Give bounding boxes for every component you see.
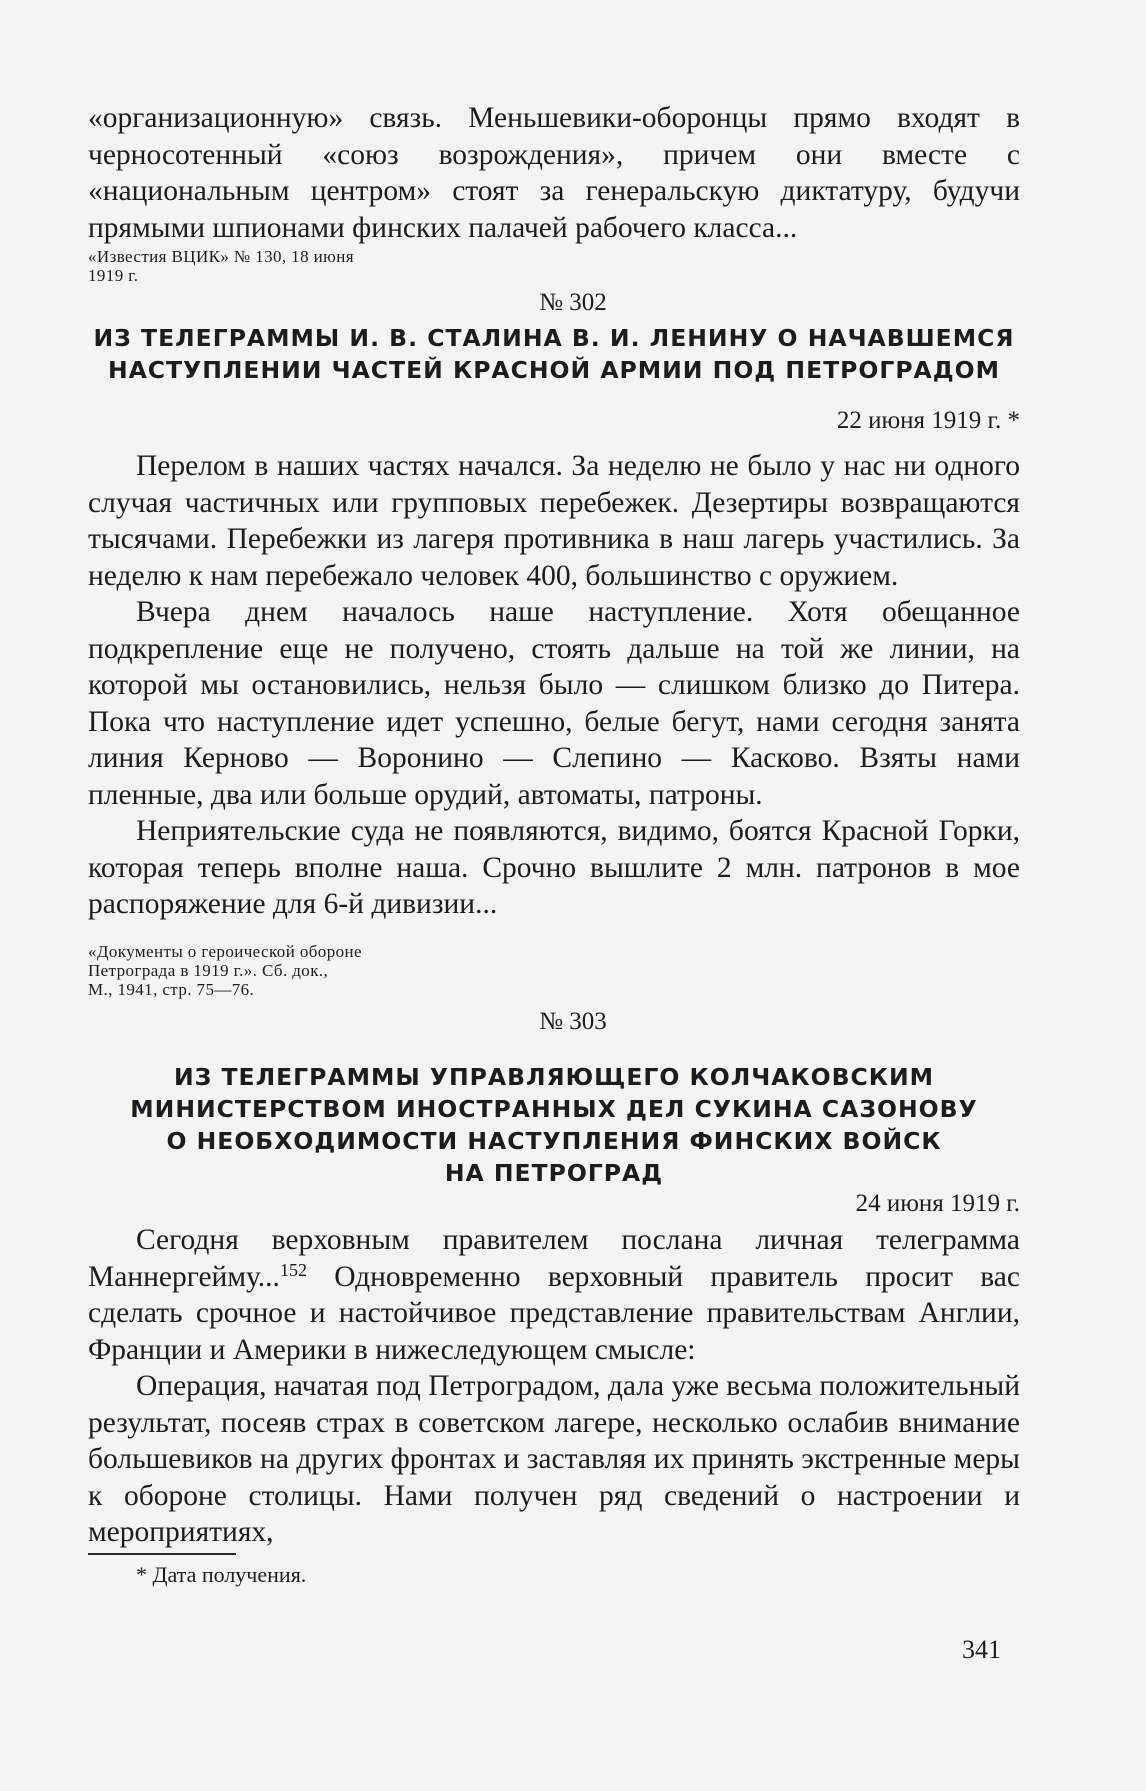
heading-line: НА ПЕТРОГРАД — [444, 1159, 664, 1187]
document-302-heading — [88, 322, 1020, 386]
document-number-303: № 303 — [539, 1008, 607, 1035]
intro-source-line: «Известия ВЦИК» № 130, 18 июня — [88, 247, 354, 266]
document-302-body — [88, 448, 1020, 923]
paragraph-text: Сегодня верховным правителем послана личная телеграмма Маннергейму... — [88, 1224, 1020, 1293]
heading-line: ИЗ ТЕЛЕГРАММЫ И. В. СТАЛИНА В. И. ЛЕНИНУ О НАЧАВШЕМСЯ — [93, 324, 1015, 352]
page-number: 341 — [962, 1635, 1001, 1664]
document-number-302: № 302 — [539, 289, 607, 316]
document-303-body — [88, 1222, 1020, 1551]
document-303-heading — [88, 1061, 1020, 1189]
intro-source — [88, 247, 1020, 285]
document-302-source — [88, 942, 1020, 999]
body-paragraph: Операция, начатая под Петроградом, дала уже весьма положительный результат, посеяв страх в советском лагере, несколько ослабив внимание большевиков на других фронтах и заставляя их принять экстренные меры к обороне столицы. Нами получен ряд сведений о настроении и мероприятиях, — [88, 1370, 1020, 1548]
heading-line: МИНИСТЕРСТВОМ ИНОСТРАННЫХ ДЕЛ СУКИНА САЗОНОВУ — [130, 1095, 978, 1123]
document-303-date: 24 июня 1919 г. — [855, 1190, 1020, 1217]
intro-paragraph: «организационную» связь. Меньшевики-оборонцы прямо входят в черносотенный «союз возрождения», причем они вместе с «национальным центром» стоят за генеральскую диктатуру, будучи прямыми шпионами финских палачей рабочего класса... — [88, 102, 1020, 244]
footnote-divider — [88, 1553, 236, 1555]
heading-line: О НЕОБХОДИМОСТИ НАСТУПЛЕНИЯ ФИНСКИХ ВОЙСК — [166, 1127, 942, 1155]
source-line: М., 1941, стр. 75—76. — [88, 980, 255, 999]
body-paragraph: Вчера днем началось наше наступление. Хотя обещанное подкрепление еще не получено, стоять дальше на той же линии, на которой мы остановились, нельзя было — слишком близко до Питера. Пока что наступление идет успешно, белые бегут, нами сегодня занята линия Керново — Воронино — Слепино — Касково. Взяты нами пленные, два или больше орудий, автоматы, патроны. — [88, 596, 1020, 811]
source-line: «Документы о героической обороне — [88, 942, 362, 961]
body-paragraph: Неприятельские суда не появляются, видимо, боятся Красной Горки, которая теперь вполне наша. Срочно вышлите 2 млн. патронов в мое распоряжение для 6-й дивизии... — [88, 815, 1020, 920]
body-paragraph — [88, 1222, 1020, 1368]
footnote-reference: 152 — [279, 1259, 307, 1280]
paragraph-text: Одновременно верховный правитель просит вас сделать срочное и настойчивое представление правительствам Англии, Франции и Америки в нижеследующем смысле: — [88, 1260, 1020, 1366]
intro-source-line: 1919 г. — [88, 266, 139, 285]
heading-line: ИЗ ТЕЛЕГРАММЫ УПРАВЛЯЮЩЕГО КОЛЧАКОВСКИМ — [173, 1063, 935, 1091]
source-line: Петрограда в 1919 г.». Сб. док., — [88, 961, 329, 980]
heading-line: НАСТУПЛЕНИИ ЧАСТЕЙ КРАСНОЙ АРМИИ ПОД ПЕТРОГРАДОМ — [107, 356, 1001, 384]
intro-section — [88, 100, 1020, 246]
body-paragraph: Перелом в наших частях начался. За неделю не было у нас ни одного случая частичных или групповых перебежек. Дезертиры возвращаются тысячами. Перебежки из лагеря противника в наш лагерь участились. За неделю к нам перебежало человек 400, большинство с оружием. — [88, 450, 1020, 592]
footnote: * Дата получения. — [136, 1562, 307, 1587]
document-302-date: 22 июня 1919 г. * — [836, 407, 1020, 434]
